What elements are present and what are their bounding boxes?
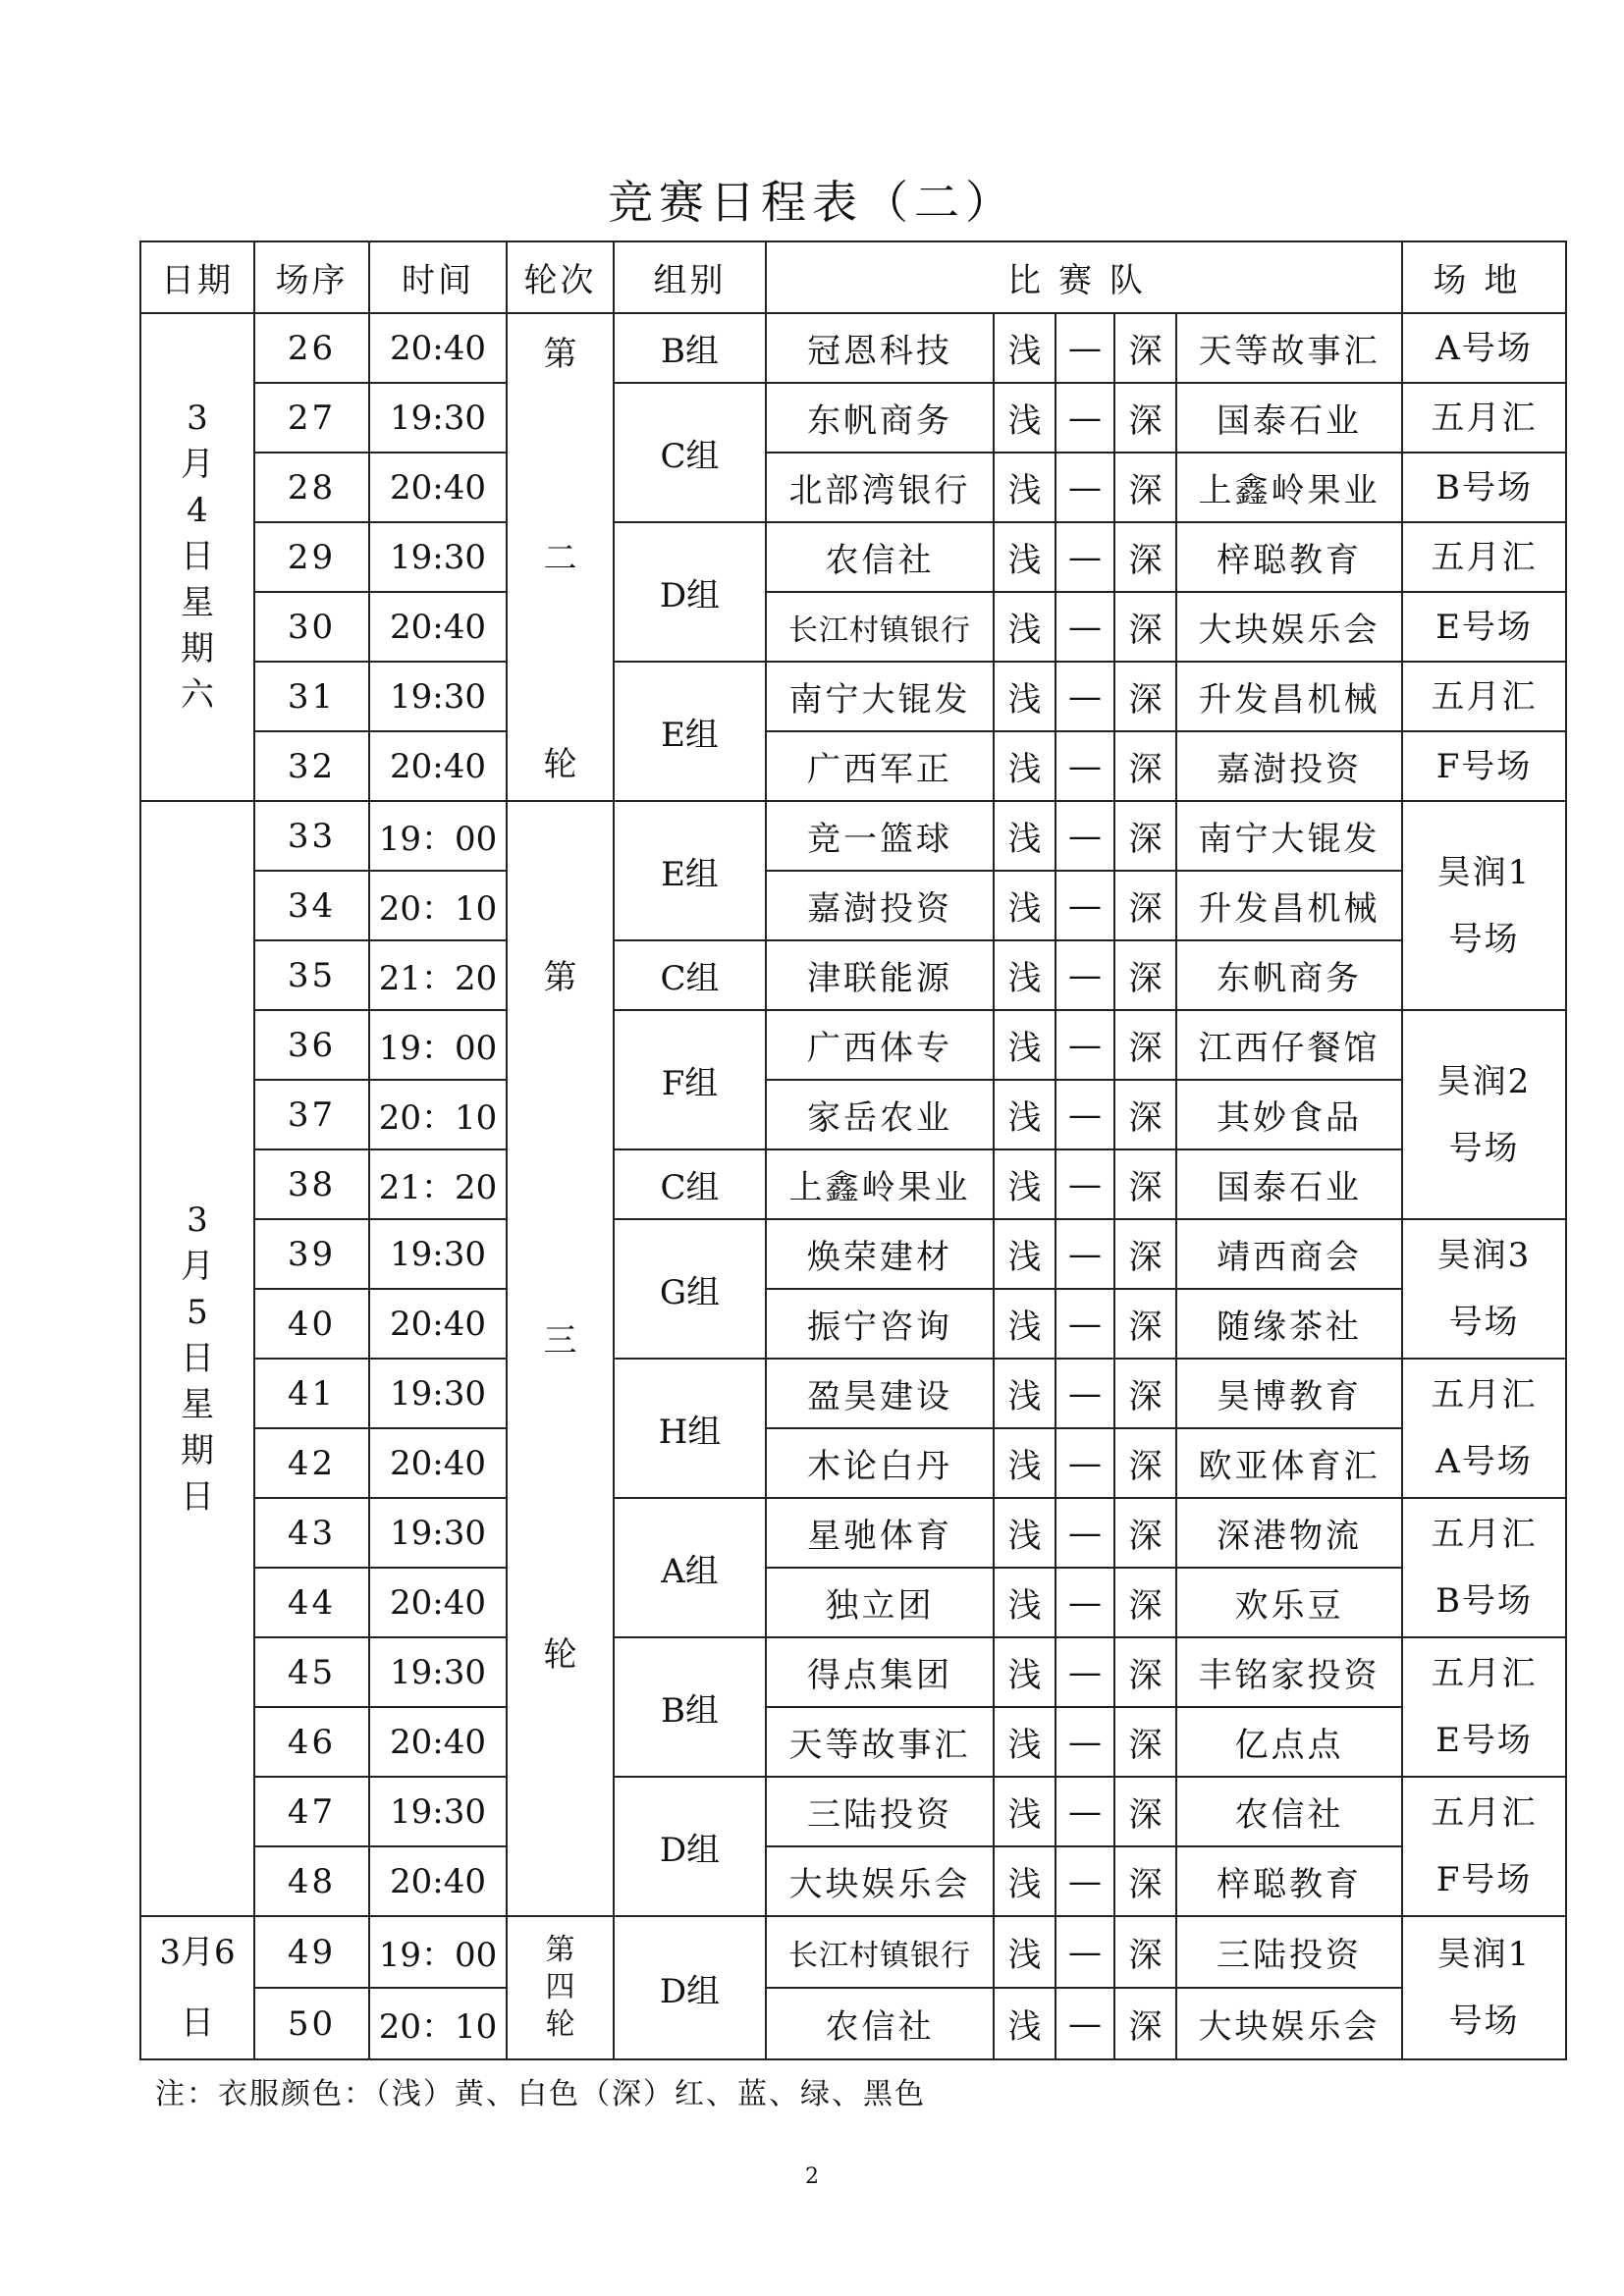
match-time: 19:30 [369,662,507,731]
match-seq: 32 [254,731,369,801]
light-label: 浅 [994,731,1056,801]
light-label: 浅 [994,1916,1056,1988]
home-team: 东帆商务 [766,383,994,453]
dark-label: 深 [1114,1846,1176,1916]
away-team: 梓聪教育 [1176,1846,1402,1916]
vs-dash: — [1056,453,1114,522]
home-team: 大块娱乐会 [766,1846,994,1916]
date-cell: 3月5日星期日 [140,801,254,1916]
home-team: 得点集团 [766,1637,994,1707]
vs-dash: — [1056,940,1114,1010]
match-time: 19：00 [369,1010,507,1080]
match-seq: 30 [254,592,369,662]
light-label: 浅 [994,1637,1056,1707]
match-time: 20:40 [369,1289,507,1359]
dark-label: 深 [1114,1289,1176,1359]
away-team: 南宁大锟发 [1176,801,1402,871]
match-seq: 35 [254,940,369,1010]
group-cell: D组 [614,1916,766,2059]
home-team: 家岳农业 [766,1080,994,1149]
light-label: 浅 [994,1988,1056,2059]
match-seq: 26 [254,313,369,383]
match-seq: 50 [254,1988,369,2059]
light-label: 浅 [994,662,1056,731]
schedule-table [139,240,1567,2060]
group-cell: F组 [614,1010,766,1149]
match-time: 20：10 [369,871,507,940]
away-team: 东帆商务 [1176,940,1402,1010]
table-row [140,313,1566,383]
match-seq: 41 [254,1359,369,1428]
round-char: 三 [543,1321,577,1361]
away-team: 国泰石业 [1176,383,1402,453]
vs-dash: — [1056,1289,1114,1359]
light-label: 浅 [994,1149,1056,1219]
match-time: 20:40 [369,1568,507,1637]
home-team: 长江村镇银行 [766,592,994,662]
light-label: 浅 [994,313,1056,383]
home-team: 竞一篮球 [766,801,994,871]
away-team: 亿点点 [1176,1707,1402,1777]
header-row [140,241,1566,313]
away-team: 国泰石业 [1176,1149,1402,1219]
vs-dash: — [1056,1988,1114,2059]
venue-cell: A号场 [1402,313,1566,383]
venue-cell: 昊润3号场 [1402,1219,1566,1359]
away-team: 上鑫岭果业 [1176,453,1402,522]
home-team: 农信社 [766,522,994,592]
table-row [140,1149,1566,1219]
table-row [140,1637,1566,1707]
away-team: 深港物流 [1176,1498,1402,1568]
away-team: 丰铭家投资 [1176,1637,1402,1707]
group-cell: D组 [614,522,766,662]
vs-dash: — [1056,1010,1114,1080]
home-team: 独立团 [766,1568,994,1637]
vs-dash: — [1056,1428,1114,1498]
away-team: 嘉澍投资 [1176,731,1402,801]
light-label: 浅 [994,1010,1056,1080]
venue-cell: 昊润1号场 [1402,801,1566,1010]
match-time: 19:30 [369,1498,507,1568]
round-cell [507,313,614,801]
round-char: 第 [543,335,577,374]
table-row [140,1289,1566,1359]
table-row [140,662,1566,731]
header-date: 日期 [140,241,254,313]
table-row [140,453,1566,522]
venue-cell: 五月汇E号场 [1402,1637,1566,1777]
match-seq: 46 [254,1707,369,1777]
dark-label: 深 [1114,1707,1176,1777]
match-seq: 27 [254,383,369,453]
match-seq: 40 [254,1289,369,1359]
light-label: 浅 [994,1219,1056,1289]
vs-dash: — [1056,1777,1114,1846]
match-time: 20:40 [369,1707,507,1777]
dark-label: 深 [1114,1219,1176,1289]
venue-cell: E号场 [1402,592,1566,662]
match-seq: 44 [254,1568,369,1637]
venue-cell: 五月汇 [1402,662,1566,731]
dark-label: 深 [1114,801,1176,871]
venue-cell: 昊润2号场 [1402,1010,1566,1219]
match-time: 19:30 [369,1219,507,1289]
venue-cell: 五月汇 [1402,522,1566,592]
away-team: 三陆投资 [1176,1916,1402,1988]
away-team: 升发昌机械 [1176,871,1402,940]
match-seq: 34 [254,871,369,940]
dark-label: 深 [1114,1149,1176,1219]
match-seq: 29 [254,522,369,592]
match-time: 19:30 [369,1637,507,1707]
home-team: 广西军正 [766,731,994,801]
round-char: 轮 [543,1635,577,1675]
dark-label: 深 [1114,1916,1176,1988]
table-row [140,383,1566,453]
match-time: 20:40 [369,731,507,801]
group-cell: E组 [614,662,766,801]
group-cell: H组 [614,1359,766,1498]
light-label: 浅 [994,1428,1056,1498]
table-row [140,1777,1566,1846]
schedule-body [140,313,1566,2059]
away-team: 大块娱乐会 [1176,1988,1402,2059]
home-team: 津联能源 [766,940,994,1010]
venue-cell: 五月汇F号场 [1402,1777,1566,1916]
vs-dash: — [1056,313,1114,383]
match-time: 20:40 [369,453,507,522]
away-team: 大块娱乐会 [1176,592,1402,662]
home-team: 冠恩科技 [766,313,994,383]
home-team: 天等故事汇 [766,1707,994,1777]
dark-label: 深 [1114,522,1176,592]
header-group: 组别 [614,241,766,313]
vs-dash: — [1056,1149,1114,1219]
header-time: 时间 [369,241,507,313]
home-team: 长江村镇银行 [766,1916,994,1988]
group-cell: E组 [614,801,766,940]
match-seq: 45 [254,1637,369,1707]
venue-cell: F号场 [1402,731,1566,801]
away-team: 欧亚体育汇 [1176,1428,1402,1498]
venue-cell: 五月汇B号场 [1402,1498,1566,1637]
match-time: 20：10 [369,1988,507,2059]
dark-label: 深 [1114,383,1176,453]
match-time: 21：20 [369,940,507,1010]
dark-label: 深 [1114,731,1176,801]
dark-label: 深 [1114,1777,1176,1846]
vs-dash: — [1056,1637,1114,1707]
match-time: 21：20 [369,1149,507,1219]
round-cell [507,801,614,1916]
vs-dash: — [1056,1846,1114,1916]
table-row [140,1498,1566,1568]
home-team: 北部湾银行 [766,453,994,522]
away-team: 升发昌机械 [1176,662,1402,731]
home-team: 嘉澍投资 [766,871,994,940]
header-teams: 比赛队 [766,241,1402,313]
light-label: 浅 [994,1080,1056,1149]
dark-label: 深 [1114,453,1176,522]
away-team: 梓聪教育 [1176,522,1402,592]
home-team: 焕荣建材 [766,1219,994,1289]
table-row [140,940,1566,1010]
light-label: 浅 [994,801,1056,871]
match-time: 19：00 [369,1916,507,1988]
dark-label: 深 [1114,1010,1176,1080]
away-team: 欢乐豆 [1176,1568,1402,1637]
table-row [140,1219,1566,1289]
table-row [140,801,1566,871]
group-cell: A组 [614,1498,766,1637]
venue-cell: 昊润1号场 [1402,1916,1566,2059]
match-time: 20：10 [369,1080,507,1149]
vs-dash: — [1056,1568,1114,1637]
vs-dash: — [1056,1080,1114,1149]
table-row [140,592,1566,662]
match-seq: 36 [254,1010,369,1080]
venue-cell: 五月汇A号场 [1402,1359,1566,1498]
away-team: 随缘茶社 [1176,1289,1402,1359]
round-cell: 第四轮 [507,1916,614,2059]
vs-dash: — [1056,1219,1114,1289]
light-label: 浅 [994,1846,1056,1916]
home-team: 振宁咨询 [766,1289,994,1359]
match-seq: 31 [254,662,369,731]
venue-cell: 五月汇 [1402,383,1566,453]
vs-dash: — [1056,592,1114,662]
match-seq: 43 [254,1498,369,1568]
dark-label: 深 [1114,1428,1176,1498]
page-title: 竞赛日程表（二） [608,176,1016,229]
match-seq: 49 [254,1916,369,1988]
vs-dash: — [1056,1359,1114,1428]
dark-label: 深 [1114,940,1176,1010]
group-cell: C组 [614,1149,766,1219]
dark-label: 深 [1114,662,1176,731]
header-venue: 场地 [1402,241,1566,313]
away-team: 靖西商会 [1176,1219,1402,1289]
table-row [140,1988,1566,2059]
dark-label: 深 [1114,1359,1176,1428]
dark-label: 深 [1114,1498,1176,1568]
table-row [140,1010,1566,1080]
dark-label: 深 [1114,1988,1176,2059]
header-seq: 场序 [254,241,369,313]
away-team: 昊博教育 [1176,1359,1402,1428]
venue-cell: B号场 [1402,453,1566,522]
light-label: 浅 [994,1359,1056,1428]
away-team: 农信社 [1176,1777,1402,1846]
match-time: 20:40 [369,1428,507,1498]
match-seq: 48 [254,1846,369,1916]
light-label: 浅 [994,1498,1056,1568]
light-label: 浅 [994,871,1056,940]
round-char: 二 [543,539,577,578]
vs-dash: — [1056,1498,1114,1568]
match-seq: 33 [254,801,369,871]
vs-dash: — [1056,801,1114,871]
light-label: 浅 [994,592,1056,662]
dark-label: 深 [1114,313,1176,383]
home-team: 三陆投资 [766,1777,994,1846]
group-cell: D组 [614,1777,766,1916]
round-char: 轮 [543,745,577,784]
home-team: 广西体专 [766,1010,994,1080]
home-team: 南宁大锟发 [766,662,994,731]
light-label: 浅 [994,1289,1056,1359]
match-time: 20:40 [369,592,507,662]
match-time: 20:40 [369,313,507,383]
light-label: 浅 [994,383,1056,453]
match-time: 19:30 [369,1777,507,1846]
table-row [140,1846,1566,1916]
group-cell: B组 [614,1637,766,1777]
table-row [140,1359,1566,1428]
vs-dash: — [1056,1916,1114,1988]
away-team: 江西仔餐馆 [1176,1010,1402,1080]
vs-dash: — [1056,1707,1114,1777]
group-cell: G组 [614,1219,766,1359]
round-char: 第 [543,958,577,997]
date-cell: 3月4日星期六 [140,313,254,801]
home-team: 农信社 [766,1988,994,2059]
match-seq: 39 [254,1219,369,1289]
light-label: 浅 [994,1568,1056,1637]
table-row [140,522,1566,592]
table-row [140,1707,1566,1777]
table-row [140,731,1566,801]
light-label: 浅 [994,940,1056,1010]
vs-dash: — [1056,383,1114,453]
dark-label: 深 [1114,1637,1176,1707]
dark-label: 深 [1114,871,1176,940]
match-time: 19:30 [369,1359,507,1428]
table-row [140,1080,1566,1149]
match-time: 19:30 [369,383,507,453]
light-label: 浅 [994,522,1056,592]
header-round: 轮次 [507,241,614,313]
match-seq: 47 [254,1777,369,1846]
dark-label: 深 [1114,1080,1176,1149]
away-team: 天等故事汇 [1176,313,1402,383]
vs-dash: — [1056,662,1114,731]
light-label: 浅 [994,1777,1056,1846]
page-number: 2 [805,2164,819,2189]
match-time: 20:40 [369,1846,507,1916]
home-team: 上鑫岭果业 [766,1149,994,1219]
match-seq: 38 [254,1149,369,1219]
home-team: 盈昊建设 [766,1359,994,1428]
group-cell: B组 [614,313,766,383]
footnote: 注：衣服颜色：（浅）黄、白色（深）红、蓝、绿、黑色 [155,2077,926,2111]
match-seq: 42 [254,1428,369,1498]
table-row [140,1916,1566,1988]
table-row [140,871,1566,940]
table-row [140,1568,1566,1637]
home-team: 星驰体育 [766,1498,994,1568]
vs-dash: — [1056,871,1114,940]
match-seq: 28 [254,453,369,522]
table-row [140,1428,1566,1498]
light-label: 浅 [994,453,1056,522]
match-seq: 37 [254,1080,369,1149]
dark-label: 深 [1114,592,1176,662]
away-team: 其妙食品 [1176,1080,1402,1149]
group-cell: C组 [614,940,766,1010]
vs-dash: — [1056,731,1114,801]
date-cell: 3月6日 [140,1916,254,2059]
home-team: 木论白丹 [766,1428,994,1498]
vs-dash: — [1056,522,1114,592]
dark-label: 深 [1114,1568,1176,1637]
match-time: 19:30 [369,522,507,592]
match-time: 19：00 [369,801,507,871]
group-cell: C组 [614,383,766,522]
light-label: 浅 [994,1707,1056,1777]
